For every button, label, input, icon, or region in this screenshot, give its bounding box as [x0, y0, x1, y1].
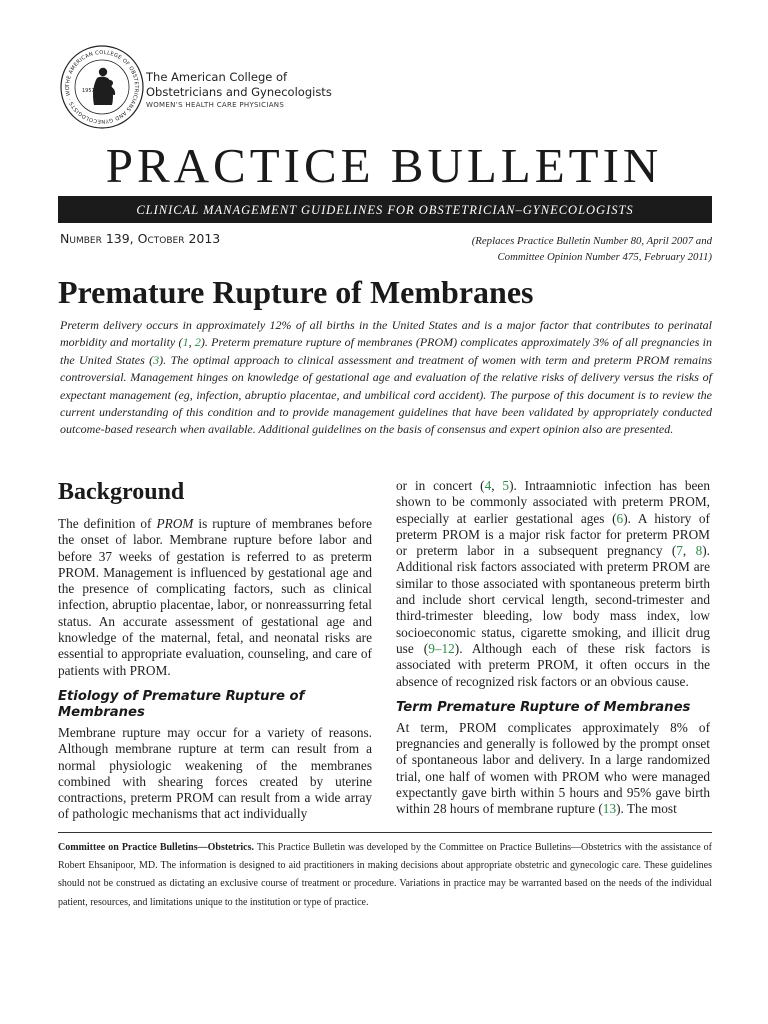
rc-sep-1: ,: [491, 478, 503, 493]
org-name-line2: Obstetricians and Gynecologists: [146, 85, 332, 99]
footnote-text: This Practice Bulletin was developed by the Committee on Practice Bulletins—Obstetrics with the assistance of Robert Ehsanipoor, MD. The information is designed to aid practitioners in making decisions about appropriate obstetric and gynecologic care. These guidelines should not be construed as dictating an exclusive course of treatment or procedure. Variations in practice may be warranted based on the needs of the individual patient, resources, and limitations unique to the institution or type of practice.: [58, 842, 712, 908]
committee-footnote: [58, 839, 712, 912]
rc-text-1: or in concert (: [396, 478, 485, 493]
rc-text-3: ). A history of preterm PROM is a major risk factor for preterm PROM or preterm labor in a subsequent pregnancy (: [396, 510, 710, 559]
issue-month: October: [137, 231, 185, 246]
reference-link-4[interactable]: 4: [484, 478, 492, 493]
abstract-sep: ,: [188, 335, 195, 350]
seal-ring-text: THE AMERICAN COLLEGE OF OBSTETRICIANS AND GYNECOLOGISTS · WO: [64, 49, 140, 125]
abstract-text-1: Preterm delivery occurs in approximately 12% of all births in the United States and is a major factor that contributes to perinatal morbidity and mortality (: [60, 318, 712, 350]
issue-number-word: Number: [60, 231, 102, 246]
reference-link-9-12[interactable]: 9–12: [428, 640, 455, 656]
replaces-line1: (Replaces Practice Bulletin Number 80, April 2007 and: [471, 235, 712, 247]
acog-seal-icon: [60, 45, 144, 129]
org-name-line1: The American College of: [146, 70, 288, 84]
reference-link-8[interactable]: 8: [695, 543, 703, 559]
org-name: [146, 70, 332, 100]
replaces-note: [380, 233, 712, 265]
footnote-divider: [58, 832, 712, 833]
left-column: [58, 478, 372, 823]
term-prom-paragraph: [396, 720, 710, 818]
document-title: Premature Rupture of Membranes: [58, 274, 534, 310]
issue-year: 2013: [188, 231, 221, 246]
reference-link-6[interactable]: 6: [616, 510, 624, 526]
org-subtitle: WOMEN’S HEALTH CARE PHYSICIANS: [146, 101, 285, 109]
rc-text-4: ). Additional risk factors associated with preterm PROM are similar to those associated with spontaneous preterm birth and include short cervical length, second-trimester and third-trimester bleeding, low body mass index, low socioeconomic status, cigarette smoking, and illicit drug use (: [396, 543, 710, 656]
term-text-1: At term, PROM complicates approximately 8% of pregnancies and generally is followed by the prompt onset of spontaneous labor and delivery. In a large randomized trial, one half of women with PROM who were managed expectantly gave birth within 5 hours and 95% gave birth within 28 hours of membrane rupture (: [396, 719, 710, 817]
reference-link-7[interactable]: 7: [676, 543, 683, 559]
reference-link-3[interactable]: 3: [153, 352, 160, 367]
footnote-committee: Committee on Practice Bulletins—Obstetrics.: [58, 842, 254, 853]
banner: CLINICAL MANAGEMENT GUIDELINES FOR OBSTETRICIAN–GYNECOLOGISTS: [58, 196, 712, 223]
replaces-line2: Committee Opinion Number 475, February 2011): [497, 251, 712, 263]
masthead-title: PRACTICE BULLETIN: [105, 138, 663, 193]
background-heading: Background: [58, 479, 185, 505]
reference-link-1[interactable]: 1: [182, 335, 189, 350]
issue-number-value: 139: [105, 231, 130, 246]
background-text-a: The definition of: [58, 516, 157, 531]
right-column: [396, 478, 710, 818]
background-paragraph: [58, 516, 372, 679]
abstract-text-3: ). The optimal approach to clinical assessment and treatment of women with term and preterm PROM remains controversial. Management hinges on knowledge of gestational age and evaluation of the relative risks of delivery versus the risks of expectant management (eg, infection, abruptio placentae, and umbilical cord accident). The purpose of this document is to review the current understanding of this condition and to provide management guidelines that have been validated by appropriately conducted outcome-based research when available. Additional guidelines on the basis of consensus and expert opinion also are presented.: [60, 352, 712, 437]
term-text-2: ). The most: [616, 801, 677, 817]
etiology-paragraph: Membrane rupture may occur for a variety of reasons. Although membrane rupture at term can result from a normal physiologic weakening of the membranes combined with shearing forces created by uterine contractions, preterm PROM can result from a wide array of pathologic mechanisms that act individually: [58, 724, 372, 822]
reference-link-13[interactable]: 13: [602, 801, 617, 817]
reference-link-2[interactable]: 2: [194, 335, 201, 350]
seal-year: 1951: [82, 88, 95, 94]
background-text-b: is rupture of membranes before the onset of labor. Membrane rupture before labor and before 37 weeks of gestation is referred to as preterm PROM. Management is influenced by gestational age and the presence of complicating factors, such as clinical infection, abruptio placentae, labor, or nonreassurring fetal status. An accurate assessment of gestational age and knowledge of the maternal, fetal, and neonatal risks are essential to appropriate evaluation, counseling, and care of patients with PROM.: [58, 516, 372, 678]
abstract-text-2: ). Preterm premature rupture of membranes (PROM) complicates approximately 3% of all pregnancies in the United States (: [60, 335, 712, 367]
abstract: [60, 317, 712, 439]
rc-sep-2: ,: [682, 543, 696, 559]
rc-text-5: ). Although each of these risk factors is associated with preterm PROM, it often occurs in the absence of recognized risk factors or an obvious cause.: [396, 640, 710, 689]
issue-number: Number 139, October 2013: [60, 231, 221, 246]
term-prom-heading: Term Premature Rupture of Membranes: [396, 699, 691, 715]
reference-link-5[interactable]: 5: [502, 478, 510, 493]
rc-text-2: ). Intraamniotic infection has been shown to be commonly associated with preterm PROM, especially at earlier gestational ages (: [396, 478, 710, 526]
prom-term: PROM: [156, 516, 194, 531]
risk-factors-paragraph: [396, 478, 710, 690]
etiology-heading: Etiology of Premature Rupture of Membranes: [58, 688, 305, 720]
